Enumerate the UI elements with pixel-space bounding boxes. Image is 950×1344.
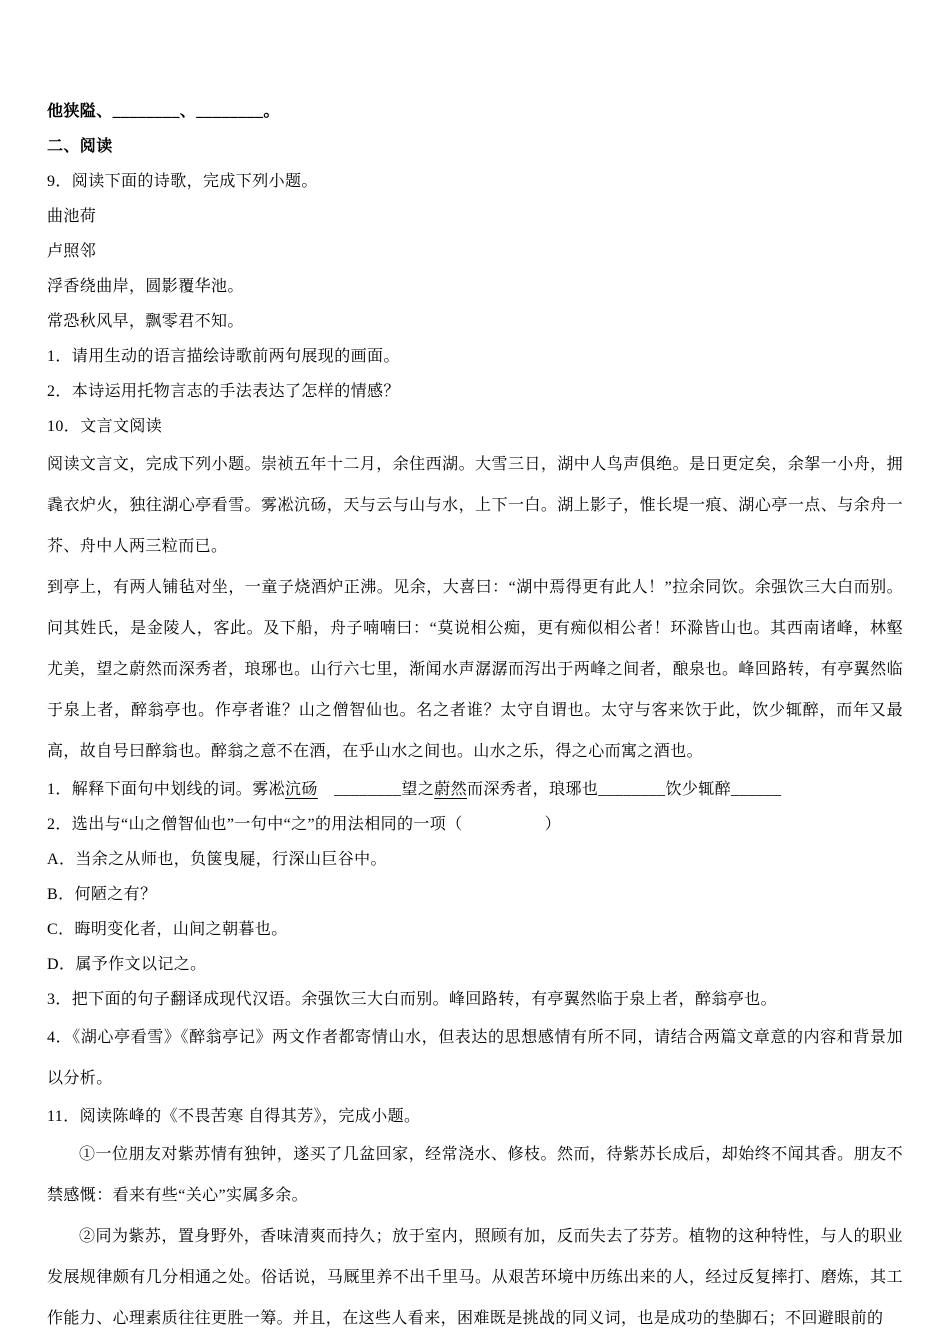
q10-sub-question-3: 3．把下面的句子翻译成现代汉语。余强饮三大白而别。峰回路转，有亭翼然临于泉上者，醉翁亭也。	[47, 991, 778, 1008]
q10-sub1-segment: 而深秀者，琅琊也________饮少辄醉______	[467, 781, 782, 798]
q10-option-b: B．何陋之有？	[47, 886, 157, 903]
q11-intro: 11．阅读陈峰的《不畏苦寒 自得其芳》，完成小题。	[47, 1108, 421, 1125]
q10-intro: 10．文言文阅读	[47, 418, 163, 435]
q10-sub1-segment: ________望之	[317, 781, 435, 798]
q10-sub1-underlined-word: 蔚然	[434, 781, 468, 798]
q9-intro: 9．阅读下面的诗歌，完成下列小题。	[47, 173, 318, 190]
q11-paragraph-2: ②同为紫苏，置身野外，香味清爽而持久；放于室内，照顾有加，反而失去了芬芳。植物的这种特性，与人的职业发展规律颇有几分相通之处。俗话说，马厩里养不出千里马。从艰苦环境中历练出来的人，经过反复摔打、磨炼，其工作能力、心理素质往往更胜一筹。并且，在这些人看来，困难既是挑战的同义词，也是成功的垫脚石；不回避眼前的	[47, 1228, 903, 1327]
q10-sub-question-1	[47, 772, 903, 807]
q10-option-d: D．属予作文以记之。	[47, 956, 207, 973]
q10-sub1-underlined-word: 沆砀	[285, 781, 318, 798]
section-heading-reading: 二、阅读	[47, 138, 113, 155]
q10-sub1-segment: 1．解释下面句中划线的词。雾凇	[47, 781, 286, 798]
q10-option-c: C．晦明变化者，山间之朝暮也。	[47, 921, 288, 938]
q9-poem-title: 曲池荷	[47, 208, 97, 225]
q11-paragraph-1: ①一位朋友对紫苏情有独钟，遂买了几盆回家，经常浇水、修枝。然而，待紫苏长成后，却始终不闻其香。朋友不禁感慨：看来有些“关心”实属多余。	[47, 1146, 903, 1204]
q9-poem-line-2: 常恐秋风早，飘零君不知。	[47, 313, 244, 330]
q9-sub-question-1: 1．请用生动的语言描绘诗歌前两句展现的画面。	[47, 348, 400, 365]
q10-sub-question-2: 2．选出与“山之僧智仙也”一句中“之”的用法相同的一项（ ）	[47, 816, 562, 833]
q9-poem-author: 卢照邻	[47, 243, 97, 260]
fill-blank-line: 他狭隘、________、________。	[47, 103, 280, 120]
q10-sub-question-4: 4．《湖心亭看雪》《醉翁亭记》两文作者都寄情山水，但表达的思想感情有所不同，请结合两篇文章意的内容和背景加以分析。	[47, 1029, 903, 1087]
q10-passage-1: 阅读文言文，完成下列小题。崇祯五年十二月，余住西湖。大雪三日，湖中人鸟声俱绝。是日更定矣，余挐一小舟，拥毳衣炉火，独往湖心亭看雪。雾凇沆砀，天与云与山与水，上下一白。湖上影子，惟长堤一痕、湖心亭一点、与余舟一芥、舟中人两三粒而已。	[47, 456, 903, 555]
q9-poem-line-1: 浮香绕曲岸，圆影覆华池。	[47, 278, 244, 295]
q10-passage-2: 到亭上，有两人铺毡对坐，一童子烧酒炉正沸。见余，大喜曰：“湖中焉得更有此人！”拉余同饮。余强饮三大白而别。问其姓氏，是金陵人，客此。及下船，舟子喃喃曰：“莫说相公痴，更有痴似相公者！环滁皆山也。其西南诸峰，林壑尤美，望之蔚然而深秀者，琅琊也。山行六七里，渐闻水声潺潺而泻出于两峰之间者，酿泉也。峰回路转，有亭翼然临于泉上者，醉翁亭也。作亭者谁？山之僧智仙也。名之者谁？太守自谓也。太守与客来饮于此，饮少辄醉，而年又最高，故自号曰醉翁也。醉翁之意不在酒，在乎山水之间也。山水之乐，得之心而寓之酒也。	[47, 579, 903, 760]
q9-sub-question-2: 2．本诗运用托物言志的手法表达了怎样的情感？	[47, 383, 400, 400]
q10-option-a: A．当余之从师也，负箧曳屣，行深山巨谷中。	[47, 851, 387, 868]
